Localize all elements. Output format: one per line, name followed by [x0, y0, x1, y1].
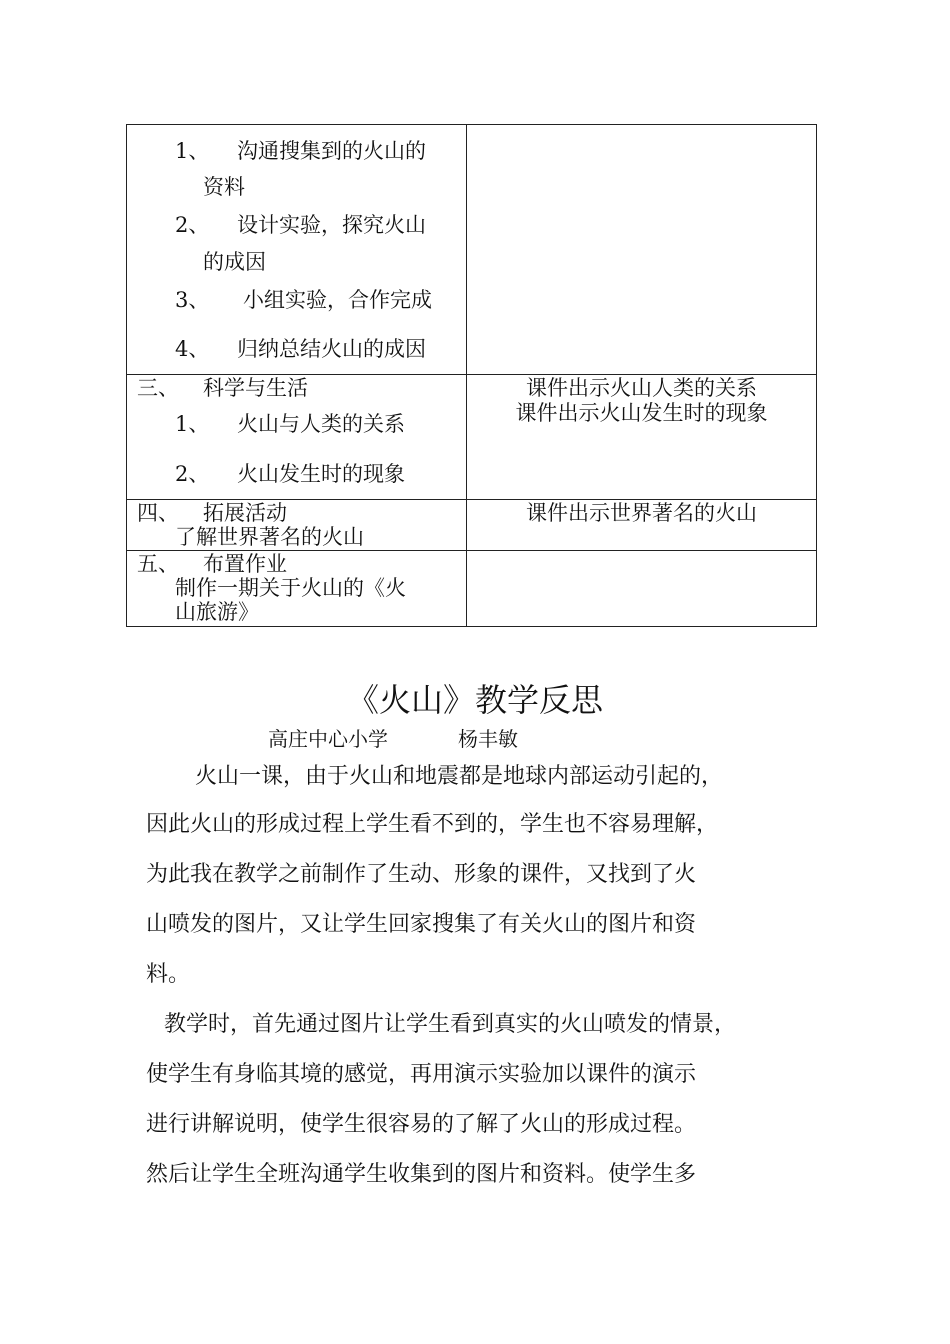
resource-line: 课件出示火山发生时的现象 — [515, 401, 768, 425]
section-number: 四、 — [137, 501, 179, 525]
item-number: 3、 — [175, 288, 210, 312]
paragraph-line: 料。 — [146, 962, 191, 987]
resource-line: 课件出示世界著名的火山 — [526, 501, 757, 525]
section-three-resources — [467, 375, 817, 500]
item-number: 4、 — [175, 337, 210, 361]
section-heading: 科学与生活 — [203, 376, 308, 400]
resources-cell — [467, 125, 817, 375]
item-text: 火山发生时的现象 — [237, 462, 405, 486]
table-row — [127, 551, 817, 627]
paragraph-line: 然后让学生全班沟通学生收集到的图片和资料。使学生多 — [146, 1162, 697, 1187]
item-number: 1、 — [175, 412, 210, 436]
table-row — [127, 125, 817, 375]
paragraph-line: 为此我在教学之前制作了生动、形象的课件，又找到了火 — [146, 862, 697, 887]
section-subtext: 制作一期关于火山的《火 — [175, 576, 406, 600]
resource-line: 课件出示火山人类的关系 — [526, 376, 757, 400]
section-three-cell — [127, 375, 467, 500]
section-heading: 布置作业 — [203, 552, 287, 576]
section-number: 三、 — [137, 376, 179, 400]
item-number: 2、 — [175, 213, 210, 237]
section-five-cell — [127, 551, 467, 627]
section-subtext: 了解世界著名的火山 — [175, 525, 364, 549]
paragraph-line: 山喷发的图片，又让学生回家搜集了有关火山的图片和资 — [146, 912, 697, 937]
steps-cell — [127, 125, 467, 375]
section-four-resources — [467, 500, 817, 551]
paragraph-line: 教学时，首先通过图片让学生看到真实的火山喷发的情景， — [164, 1012, 737, 1037]
paragraph-line: 使学生有身临其境的感觉，再用演示实验加以课件的演示 — [146, 1062, 697, 1087]
author-name: 杨丰敏 — [458, 727, 518, 751]
section-five-resources — [467, 551, 817, 627]
section-four-cell — [127, 500, 467, 551]
section-subtext-cont: 山旅游》 — [175, 600, 259, 624]
item-text-cont: 资料 — [203, 175, 245, 199]
section-number: 五、 — [137, 552, 179, 576]
school-name: 高庄中心小学 — [268, 727, 388, 751]
item-number: 1、 — [175, 139, 210, 163]
paragraph-line: 火山一课，由于火山和地震都是地球内部运动引起的， — [195, 764, 724, 789]
item-number: 2、 — [175, 462, 210, 486]
table-row — [127, 375, 817, 500]
paragraph-line: 进行讲解说明，使学生很容易的了解了火山的形成过程。 — [146, 1112, 697, 1137]
lesson-plan-table — [126, 124, 817, 627]
reflection-title: 《火山》教学反思 — [346, 681, 603, 719]
item-text: 火山与人类的关系 — [237, 412, 405, 436]
item-text: 沟通搜集到的火山的 — [237, 139, 426, 163]
item-text: 设计实验，探究火山 — [237, 213, 426, 237]
paragraph-line: 因此火山的形成过程上学生看不到的，学生也不容易理解， — [146, 812, 719, 837]
item-text: 小组实验，合作完成 — [243, 288, 432, 312]
item-text: 归纳总结火山的成因 — [237, 337, 426, 361]
section-heading: 拓展活动 — [203, 501, 287, 525]
table-row — [127, 500, 817, 551]
item-text-cont: 的成因 — [203, 250, 266, 274]
